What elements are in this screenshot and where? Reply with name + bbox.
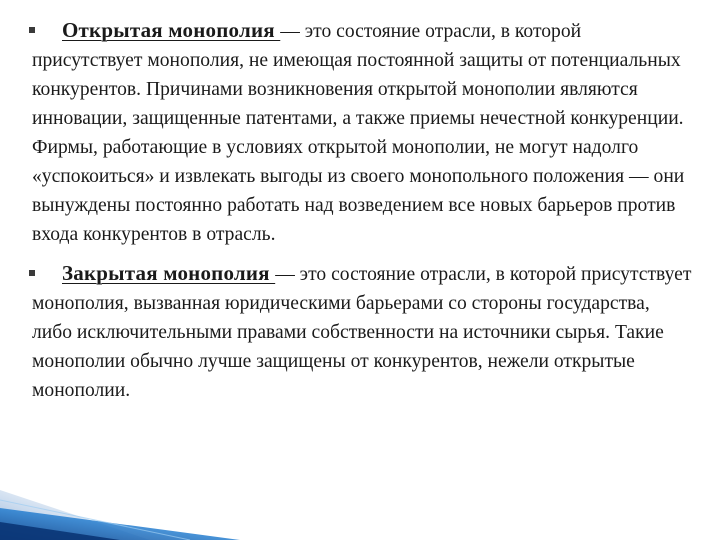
slide-content [32, 16, 692, 405]
paragraph-open-monopoly [32, 16, 692, 249]
paragraph-closed-monopoly [32, 259, 692, 405]
term-closed-monopoly: Закрытая монополия [62, 261, 276, 285]
square-bullet-icon [29, 270, 35, 276]
definition-open-monopoly: — это состояние отрасли, в которой присутствует монополия, не имеющая постоянной защиты от потенциальных конкурентов. Причинами возникновения открытой монополии являются инновации, защищенные патентами, а также приемы нечестной конкуренции. Фирмы, работающие в условиях открытой монополии, не могут надолго «успокоиться» и извлекать выгоды из своего монопольного положения — они вынуждены постоянно работать над возведением все новых барьеров против входа конкурентов в отрасль. [32, 21, 685, 245]
square-bullet-icon [29, 27, 35, 33]
definition-closed-monopoly: — это состояние отрасли, в которой присутствует монополия, вызванная юридическими барьерами со стороны государства, либо исключительными правами собственности на источники сырья. Такие монополии обычно лучше защищены от конкурентов, нежели открытые монополии. [32, 264, 692, 401]
corner-decoration-icon [0, 450, 240, 540]
term-open-monopoly: Открытая монополия [62, 18, 281, 42]
